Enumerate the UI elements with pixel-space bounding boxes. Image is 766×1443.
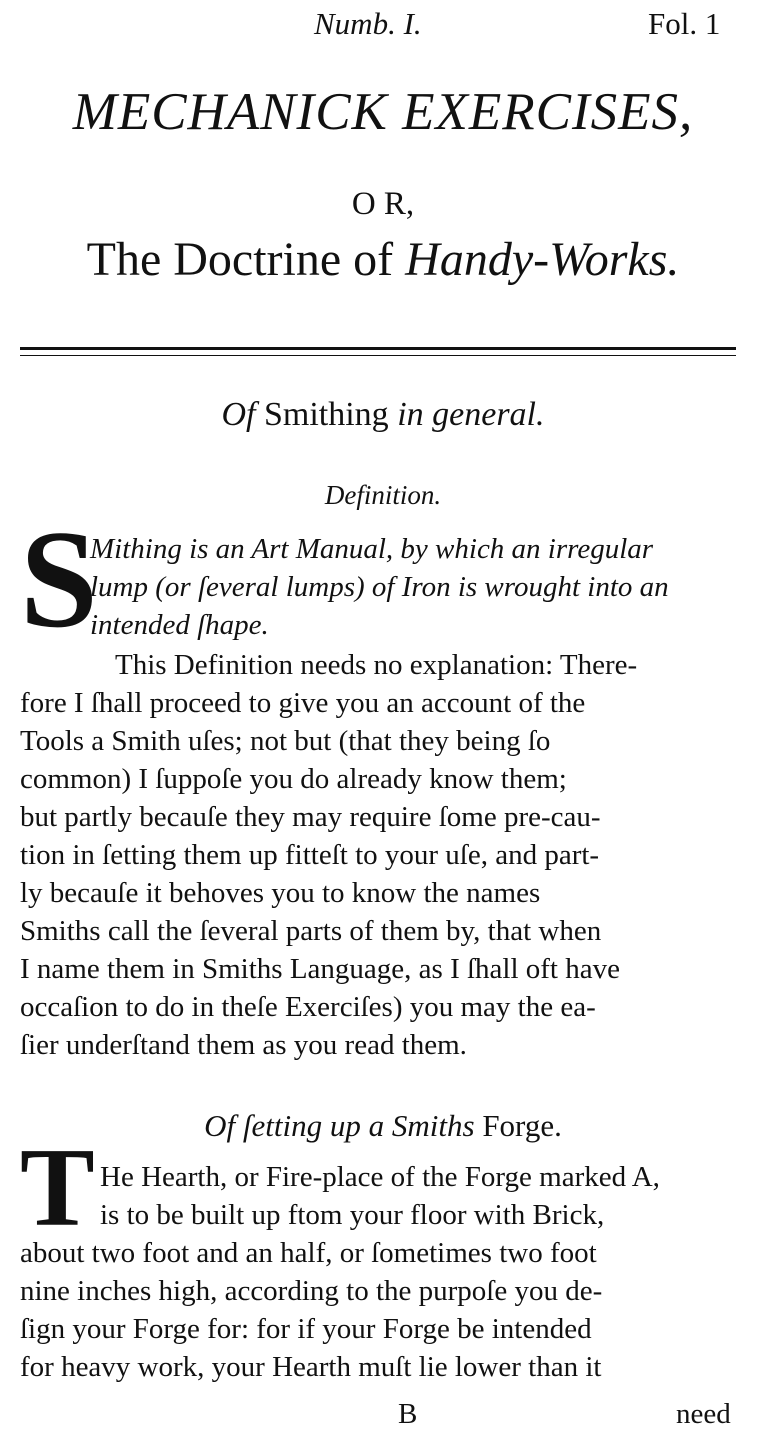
forge-line: nine inches high, according to the purpoſe you de-	[20, 1275, 603, 1307]
body-line: tion in ſetting them up fitteſt to your uſe, and part-	[20, 839, 600, 871]
title-connector: O R,	[351, 186, 415, 222]
body-line: but partly becauſe they may require ſome pre-cau-	[20, 801, 601, 833]
title-rule-thin	[20, 355, 736, 356]
section-heading-roman: Forge.	[482, 1108, 562, 1143]
body-line: Smiths call the ſeveral parts of them by, that when	[20, 915, 602, 947]
signature-mark: B	[398, 1398, 418, 1430]
forge-line: ſign your Forge for: for if your Forge be intended	[20, 1313, 592, 1345]
forge-line: about two foot and an half, or ſometimes two foot	[20, 1237, 597, 1269]
catchword: need	[676, 1398, 731, 1430]
drop-cap-t: T	[20, 1126, 95, 1250]
body-line: common) I ſuppoſe you do already know them;	[20, 763, 567, 795]
body-line: ly becauſe it behoves you to know the names	[20, 877, 541, 909]
subtitle-prefix: The Doctrine of	[86, 233, 406, 286]
drop-cap-s: S	[20, 502, 98, 657]
page-subtitle	[0, 232, 766, 287]
subtitle-italic: Handy-Works.	[405, 233, 680, 286]
section-heading-roman: Smithing	[263, 396, 398, 433]
title-rule-thick	[20, 347, 736, 350]
definition-line: lump (or ſeveral lumps) of Iron is wrought into an	[90, 571, 669, 603]
section-heading-smithing	[0, 396, 766, 434]
body-line: I name them in Smiths Language, as I ſhall oft have	[20, 953, 620, 985]
forge-line: is to be built up ftom your floor with Brick,	[100, 1199, 605, 1231]
section-heading-italic: Of ſetting up a Smiths	[204, 1108, 483, 1143]
folio-label: Fol. 1	[648, 6, 721, 41]
page-title: MECHANICK EXERCISES,	[72, 83, 694, 141]
section-heading-italic: in general.	[397, 396, 545, 433]
body-line: Tools a Smith uſes; not but (that they being ſo	[20, 725, 551, 757]
forge-line: for heavy work, your Hearth muſt lie lower than it	[20, 1351, 602, 1383]
page-number-label: Numb. I.	[314, 6, 422, 41]
body-line: This Definition needs no explanation: There-	[115, 649, 638, 681]
body-line: fore I ſhall proceed to give you an account of the	[20, 687, 586, 719]
section-heading-forge	[0, 1108, 766, 1144]
body-line: ſier underſtand them as you read them.	[20, 1029, 467, 1061]
definition-line: Mithing is an Art Manual, by which an irregular	[90, 533, 654, 565]
section-heading-prefix: Of	[221, 396, 264, 433]
forge-line: He Hearth, or Fire-place of the Forge marked A,	[100, 1161, 660, 1193]
definition-label: Definition.	[324, 480, 442, 510]
body-line: occaſion to do in theſe Exerciſes) you may the ea-	[20, 991, 596, 1023]
definition-line: intended ſhape.	[90, 609, 269, 641]
